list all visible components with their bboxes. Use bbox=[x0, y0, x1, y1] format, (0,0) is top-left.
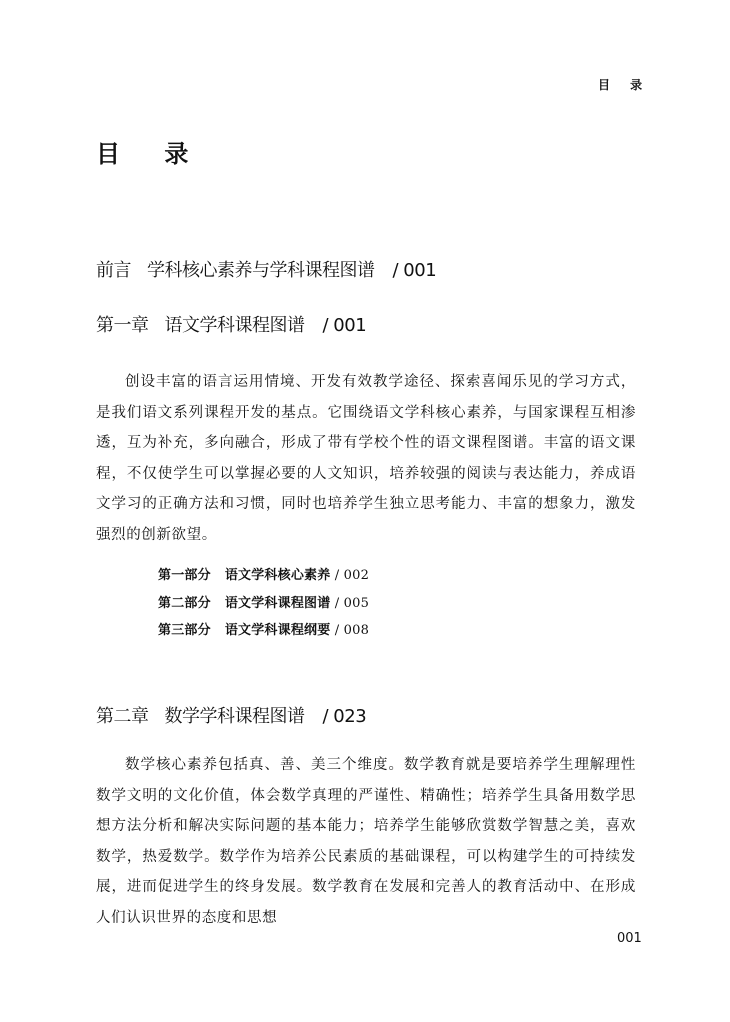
toc-entry-title: 学科核心素养与学科课程图谱 bbox=[147, 260, 375, 281]
chapter-2-summary: 数学核心素养包括真、善、美三个维度。数学教育就是要培养学生理解理性数学文明的文化价值，体会数学真理的严谨性、精确性；培养学生具备用数学思想方法分析和解决实际问题的基本能力；培养学生能够欣赏数学智慧之美，喜欢数学，热爱数学。数学作为培养公民素质的基础课程，可以构建学生的可持续发展，进而促进学生的终身发展。数学教育在发展和完善人的教育活动中、在形成人们认识世界的态度和思想 bbox=[96, 757, 636, 926]
toc-entry-page: / 001 bbox=[322, 315, 367, 336]
toc-entry-page: / 023 bbox=[322, 706, 367, 727]
toc-entry-page: / 001 bbox=[392, 260, 437, 281]
toc-entry-label: 前言 bbox=[96, 260, 131, 281]
toc-sub-entry[interactable] bbox=[158, 619, 369, 647]
toc-entry-chapter-2[interactable] bbox=[96, 702, 366, 728]
toc-sub-entry[interactable] bbox=[158, 564, 369, 592]
toc-sub-entry-page: / 005 bbox=[334, 595, 370, 611]
toc-entry-preface[interactable] bbox=[96, 256, 436, 282]
toc-entry-title: 数学学科课程图谱 bbox=[164, 706, 305, 727]
toc-sub-entry-title: 语文学科核心素养 bbox=[224, 568, 331, 583]
toc-sub-entry-label: 第二部分 bbox=[158, 595, 211, 611]
toc-sub-entry-title: 语文学科课程纲要 bbox=[224, 623, 331, 638]
chapter-1-parts-list bbox=[158, 564, 369, 647]
toc-sub-entry-page: / 008 bbox=[334, 623, 370, 638]
page-number: 001 bbox=[617, 931, 642, 946]
toc-sub-entry-label: 第一部分 bbox=[158, 568, 211, 583]
running-head: 目 录 bbox=[598, 78, 651, 92]
toc-entry-chapter-1[interactable] bbox=[96, 311, 366, 337]
toc-sub-entry-page: / 002 bbox=[334, 568, 370, 583]
toc-entry-label: 第一章 bbox=[96, 315, 149, 336]
page-title: 目 录 bbox=[96, 140, 207, 168]
toc-entry-title: 语文学科课程图谱 bbox=[164, 315, 305, 336]
toc-sub-entry-title: 语文学科课程图谱 bbox=[224, 595, 331, 611]
toc-entry-label: 第二章 bbox=[96, 706, 149, 727]
toc-sub-entry[interactable] bbox=[158, 592, 369, 620]
toc-sub-entry-label: 第三部分 bbox=[158, 623, 211, 638]
chapter-1-summary: 创设丰富的语言运用情境、开发有效教学途径、探索喜闻乐见的学习方式，是我们语文系列课程开发的基点。它围绕语文学科核心素养，与国家课程互相渗透，互为补充，多向融合，形成了带有学校个性的语文课程图谱。丰富的语文课程，不仅使学生可以掌握必要的人文知识，培养较强的阅读与表达能力，养成语文学习的正确方法和习惯，同时也培养学生独立思考能力、丰富的想象力，激发强烈的创新欲望。 bbox=[96, 374, 636, 543]
